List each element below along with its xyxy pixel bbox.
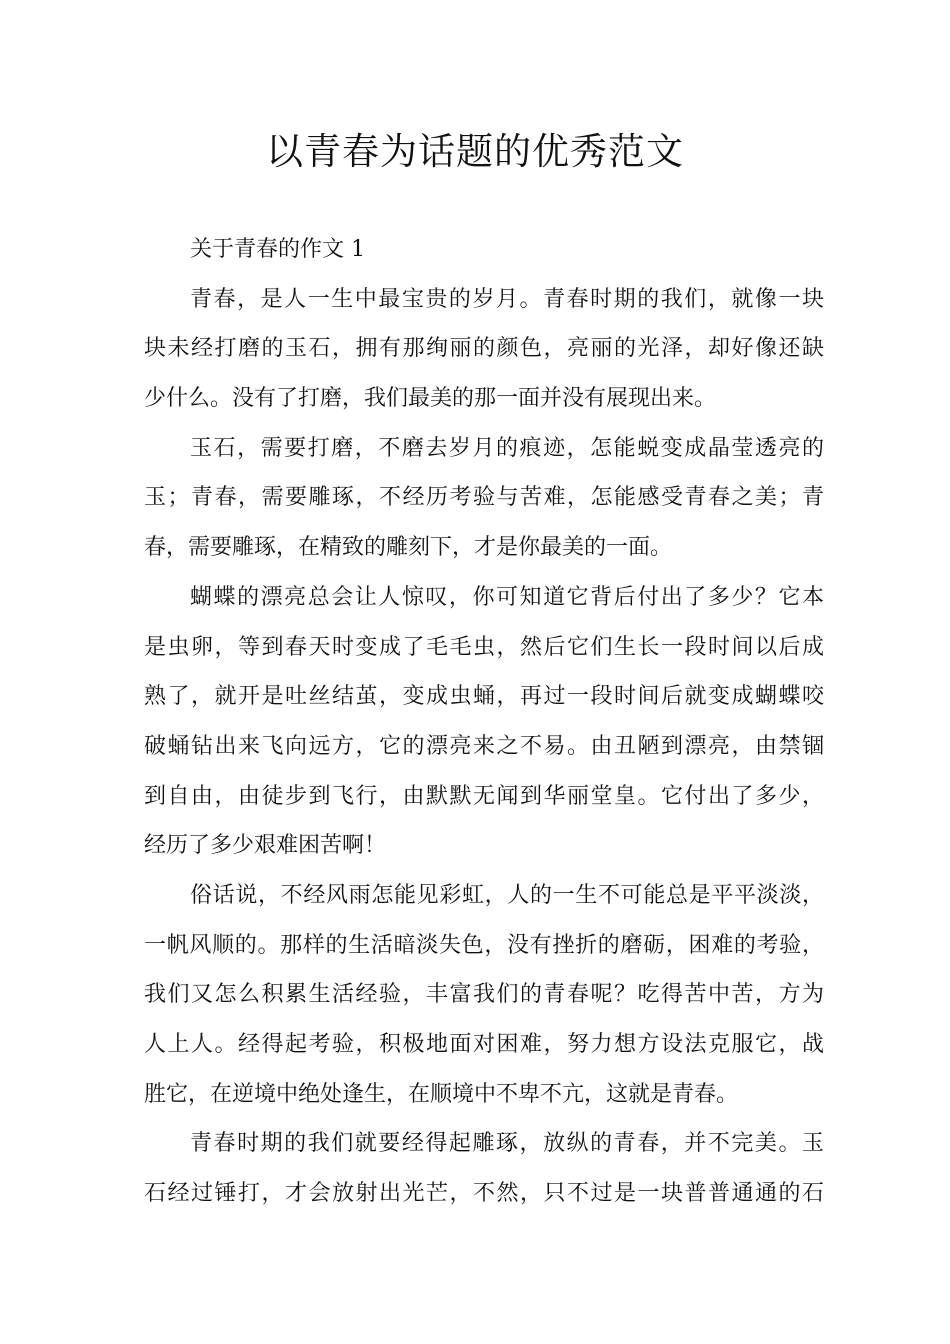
- text-line: 人上人。经得起考验，积极地面对困难，努力想方设法克服它，战: [144, 1032, 824, 1057]
- document-body: [144, 225, 824, 1219]
- text-line: 我们又怎么积累生活经验，丰富我们的青春呢？吃得苦中苦，方为: [144, 982, 824, 1008]
- text-line: 青春，是人一生中最宝贵的岁月。青春时期的我们，就像一块: [190, 286, 824, 312]
- text-line: 到自由，由徒步到飞行，由默默无闻到华丽堂皇。它付出了多少，: [144, 783, 824, 809]
- text-line: 一帆风顺的。那样的生活暗淡失色，没有挫折的磨砺，困难的考验，: [144, 932, 824, 958]
- text-line: 石经过锤打，才会放射出光芒，不然，只不过是一块普普通通的石: [144, 1181, 824, 1207]
- text-line: 蝴蝶的漂亮总会让人惊叹，你可知道它背后付出了多少？它本: [190, 584, 824, 610]
- text-line: 俗话说，不经风雨怎能见彩虹，人的一生不可能总是平平淡淡，: [190, 882, 824, 908]
- text-line: 少什么。没有了打磨，我们最美的那一面并没有展现出来。: [144, 386, 717, 412]
- text-line: 是虫卵，等到春天时变成了毛毛虫，然后它们生长一段时间以后成: [144, 634, 824, 660]
- text-line: 破蛹钻出来飞向远方，它的漂亮来之不易。由丑陋到漂亮，由禁锢: [144, 733, 824, 759]
- text-line: 胜它，在逆境中绝处逢生，在顺境中不卑不亢，这就是青春。: [144, 1081, 739, 1107]
- text-line: 关于青春的作文 1: [190, 237, 365, 262]
- document-title: 以青春为话题的优秀范文: [266, 130, 684, 173]
- text-line: 玉；青春，需要雕琢，不经历考验与苦难，怎能感受青春之美；青: [144, 485, 824, 511]
- text-line: 春，需要雕琢，在精致的雕刻下，才是你最美的一面。: [144, 535, 673, 561]
- text-line: 块未经打磨的玉石，拥有那绚丽的颜色，亮丽的光泽，却好像还缺: [144, 336, 824, 362]
- text-line: 熟了，就开是吐丝结茧，变成虫蛹，再过一段时间后就变成蝴蝶咬: [144, 684, 824, 710]
- text-line: 玉石，需要打磨，不磨去岁月的痕迹，怎能蜕变成晶莹透亮的: [190, 435, 824, 461]
- text-line: 经历了多少艰难困苦啊！: [144, 833, 387, 859]
- text-line: 青春时期的我们就要经得起雕琢，放纵的青春，并不完美。玉: [190, 1131, 824, 1157]
